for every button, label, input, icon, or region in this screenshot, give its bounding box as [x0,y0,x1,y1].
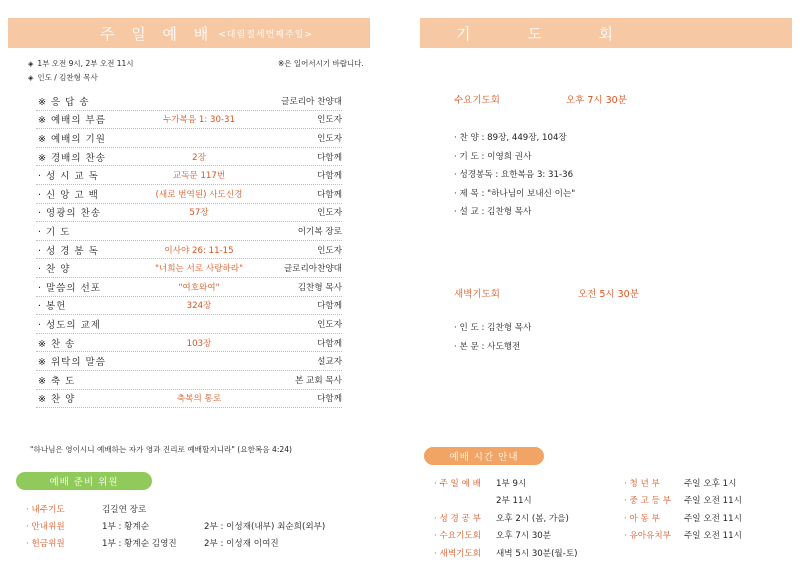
schedule-value: 1부 9시 [496,478,527,489]
schedule-value: 2부 11시 [496,496,532,507]
staff-second: 2부 : 이성재 이여진 [204,538,279,549]
schedule-row [434,509,577,527]
order-person: 본 교회 목사 [295,375,342,386]
order-label: · 성도의 교제 [38,319,101,331]
order-label: ※ 찬 송 [38,338,76,350]
order-detail: 103장 [186,338,212,349]
order-person: 설교자 [317,357,342,368]
schedule-value: 주일 오전 11시 [684,531,742,542]
staff-first: 1부 : 황계순 김영진 [102,538,177,549]
staff-row [26,500,325,517]
order-row [36,371,342,390]
order-detail: 324장 [186,301,212,312]
schedule-row [434,544,577,562]
staff-role: · 헌금위원 [26,538,65,549]
dawn-prayer-time: 오전 5시 30분 [578,289,639,300]
order-detail: 축복의 통로 [176,394,222,405]
order-detail: 누가복음 1: 30-31 [162,115,235,126]
dawn-prayer-list [454,318,531,355]
order-row [36,166,342,185]
leader-line-row [28,72,98,83]
staff-row [26,534,325,551]
staff-row [26,517,325,534]
order-label: · 말씀의 선포 [38,282,101,294]
diamond-icon: ◈ [28,74,34,82]
order-person: 다함께 [317,152,342,163]
wed-prayer-time: 오후 7시 30분 [566,95,627,106]
standing-note: ※은 일어서시기 바랍니다. [278,59,364,68]
order-person: 인도자 [317,115,342,126]
order-label: ※ 예배의 기원 [38,133,106,145]
order-detail: 57장 [189,208,209,219]
schedule-row [624,527,742,545]
staff-title: 예배 준비 위원 [49,477,119,488]
schedule-row [434,527,577,545]
leader-line: 인도 / 김찬형 목사 [37,73,98,82]
list-item: · 인 도 : 김찬형 목사 [454,323,532,334]
schedule-title: 예배 시간 안내 [449,452,519,463]
order-row [36,297,342,316]
schedule-row [624,509,742,527]
list-item: · 기 도 : 이영희 권사 [454,151,532,162]
order-person: 인도자 [317,208,342,219]
list-item: · 성경봉독 : 요한복음 3: 31-36 [454,170,574,181]
order-row [36,204,342,223]
order-person: 다함께 [317,171,342,182]
worship-title: 주 일 예 배 [100,24,215,43]
order-row [36,352,342,371]
list-item: · 설 교 : 김찬형 목사 [454,207,532,218]
worship-banner [8,18,370,48]
order-row [36,222,342,241]
schedule-label: · 청 년 부 [624,478,660,489]
order-label: ※ 예배의 부름 [38,115,106,127]
list-item: · 제 목 : "하나님이 보내신 이는" [454,188,576,199]
order-person: 다함께 [317,394,342,405]
schedule-value: 오후 2시 (봄, 가을) [496,513,569,524]
service-times-line [28,58,134,69]
list-item: · 찬 양 : 89장, 449장, 104장 [454,133,567,144]
schedule-title-pill [424,447,544,465]
order-person: 다함께 [317,338,342,349]
schedule-label: · 주 일 예 배 [434,478,481,489]
order-person: 인도자 [317,245,342,256]
staff-second: 2부 : 이성재(내부) 최순희(외부) [204,521,326,532]
order-detail: "여호와여" [178,282,220,293]
dawn-prayer-title: 새벽기도회 [454,289,500,300]
staff-role: · 내주기도 [26,504,65,515]
schedule-label: · 아 동 부 [624,513,660,524]
wed-prayer-title: 수요기도회 [454,95,500,106]
order-detail: 이사야 26: 11-15 [164,245,234,256]
order-person: 김찬형 목사 [297,282,342,293]
staff-first: 김길연 장로 [102,504,147,515]
schedule-right [624,474,742,544]
staff-title-pill [16,472,152,490]
staff-first: 1부 : 황계순 [102,521,150,532]
order-label: ※ 경배의 찬송 [38,152,106,164]
order-label: · 찬 양 [38,264,71,276]
order-row [36,111,342,130]
prayer-title: 기 도 회 [456,24,640,43]
staff-role: · 안내위원 [26,521,65,532]
schedule-label: · 수요기도회 [434,531,481,542]
order-label: · 신 앙 고 백 [38,189,99,201]
order-row [36,315,342,334]
order-row [36,334,342,353]
order-person: 다함께 [317,301,342,312]
schedule-row [624,492,742,510]
schedule-label: · 새벽기도회 [434,548,481,559]
order-person: 인도자 [317,133,342,144]
schedule-label: · 중 고 등 부 [624,496,671,507]
wed-prayer-list [454,128,575,221]
prayer-section [420,18,792,48]
order-person: 인도자 [317,319,342,330]
schedule-left [434,474,577,562]
order-row [36,241,342,260]
order-row [36,278,342,297]
order-row [36,92,342,111]
order-label: ※ 응 답 송 [38,96,90,108]
worship-subtitle: <대림절세번째주일> [218,29,313,40]
order-row [36,259,342,278]
list-item: · 본 문 : 사도행전 [454,341,521,352]
prayer-banner [420,18,792,48]
order-row [36,390,342,409]
order-label: · 성 경 봉 독 [38,245,99,257]
order-person: 다함께 [317,189,342,200]
order-detail: "너희는 서로 사랑하라" [154,264,244,275]
schedule-value: 주일 오후 1시 [684,478,737,489]
schedule-label: · 성 경 공 부 [434,513,481,524]
schedule-row [624,474,742,492]
order-row [36,148,342,167]
order-label: · 기 도 [38,226,71,238]
order-detail: 교독문 117번 [172,171,226,182]
order-row [36,129,342,148]
schedule-value: 주일 오전 11시 [684,513,742,524]
service-times: 1부 오전 9시, 2부 오전 11시 [37,59,134,68]
order-label: ※ 축 도 [38,375,76,387]
order-row [36,185,342,204]
schedule-value: 오후 7시 30분 [496,531,552,542]
schedule-row [434,492,577,510]
order-label: · 성 시 교 독 [38,171,99,183]
order-label: ※ 찬 양 [38,394,76,406]
staff-list [26,500,325,551]
order-label: · 영광의 찬송 [38,208,101,220]
scripture-verse: "하나님은 영이시니 예배하는 자가 영과 진리로 예배할지니라" (요한복음 4:24) [30,445,293,454]
schedule-value: 새벽 5시 30분(월-토) [496,548,578,559]
order-label: · 봉헌 [38,301,67,313]
worship-section [8,18,370,48]
schedule-label: · 유아유치부 [624,531,671,542]
diamond-icon: ◈ [28,60,34,68]
order-person: 글로리아찬양대 [283,264,342,275]
order-detail: 2장 [192,152,206,163]
order-person: 글로리아 찬양대 [281,96,342,107]
order-of-worship [36,92,342,408]
schedule-row [434,474,577,492]
order-label: ※ 위탁의 말씀 [38,357,106,369]
order-person: 이기복 장로 [297,226,342,237]
schedule-value: 주일 오전 11시 [684,496,742,507]
order-detail: (새로 번역된) 사도신경 [155,189,243,200]
